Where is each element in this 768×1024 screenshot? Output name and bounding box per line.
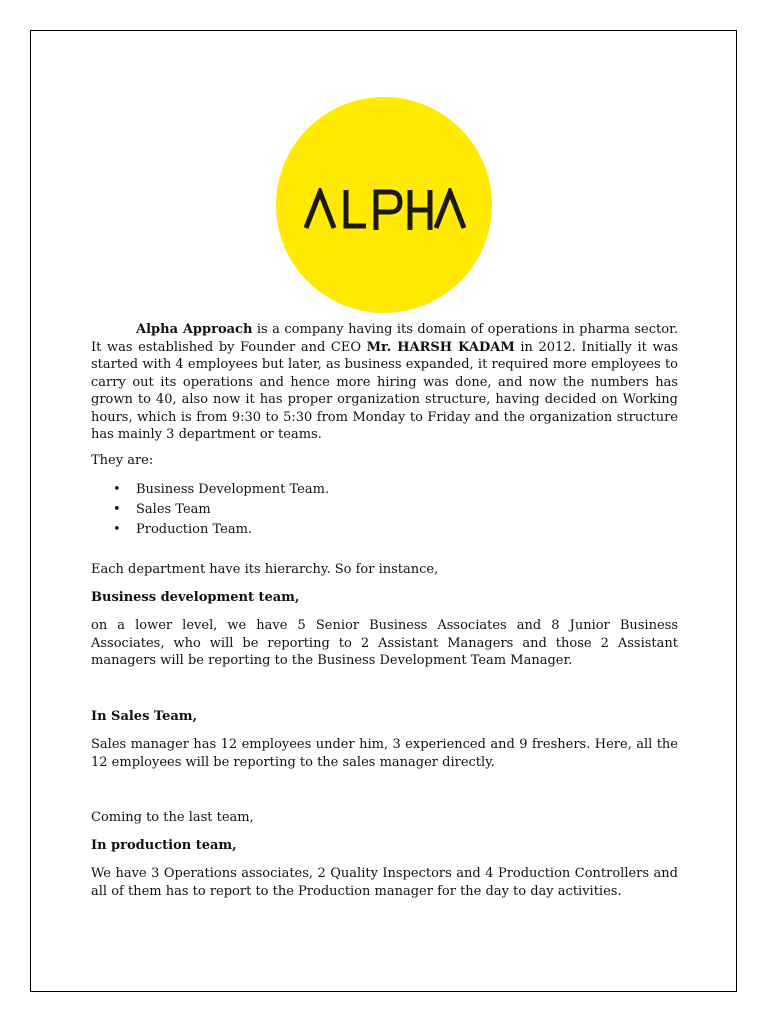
company-name: Alpha Approach: [136, 322, 253, 337]
bullet-icon: •: [113, 482, 121, 497]
logo-letter-a1: [306, 192, 334, 228]
sales-body: Sales manager has 12 employees under him, 3 experienced and 9 freshers. Here, all the 12 employees will be reporting to the sales manager directly.: [91, 737, 678, 770]
alpha-logo-wordmark: [302, 188, 466, 230]
hierarchy-intro: Each department have its hierarchy. So for instance,: [91, 562, 439, 577]
logo-letter-p: [376, 192, 400, 230]
last-team-intro: Coming to the last team,: [91, 810, 254, 825]
document-body: [91, 321, 678, 900]
intro-paragraph: Alpha Approach is a company having its domain of operations in pharma sector. It was established by Founder and CEO Mr. HARSH KADAM in 2012. Initially it was started with 4 employees but later, as business expanded, it required more employees to carry out its operations and hence more hiring was done, and now the numbers has grown to 40, also now it has proper organization structure, having decided on Working hours, which is from 9:30 to 5:30 from Monday to Friday and the organization structure has mainly 3 department or teams.: [91, 322, 679, 442]
logo-letter-l: [346, 190, 366, 226]
list-item: • Sales Team: [91, 500, 678, 520]
business-dev-body: on a lower level, we have 5 Senior Business Associates and 8 Junior Business Associates, who will be reporting to 2 Assistant Managers and those 2 Assistant managers will be reporting to the Business Development Team Manager.: [91, 618, 678, 668]
list-item: • Business Development Team.: [91, 480, 678, 500]
teams-list: [91, 480, 678, 540]
production-body: We have 3 Operations associates, 2 Quality Inspectors and 4 Production Controllers and all of them has to report to the Production manager for the day to day activities.: [91, 866, 678, 899]
logo-letter-a2: [436, 192, 464, 228]
bullet-icon: •: [113, 522, 121, 537]
bullet-icon: •: [113, 502, 121, 517]
ceo-name: Mr. HARSH KADAM: [366, 339, 515, 355]
list-item: • Production Team.: [91, 520, 678, 540]
business-dev-heading: Business development team,: [91, 589, 300, 605]
sales-heading: In Sales Team,: [91, 708, 198, 724]
production-heading: In production team,: [91, 837, 237, 853]
they-are-label: They are:: [91, 452, 154, 468]
